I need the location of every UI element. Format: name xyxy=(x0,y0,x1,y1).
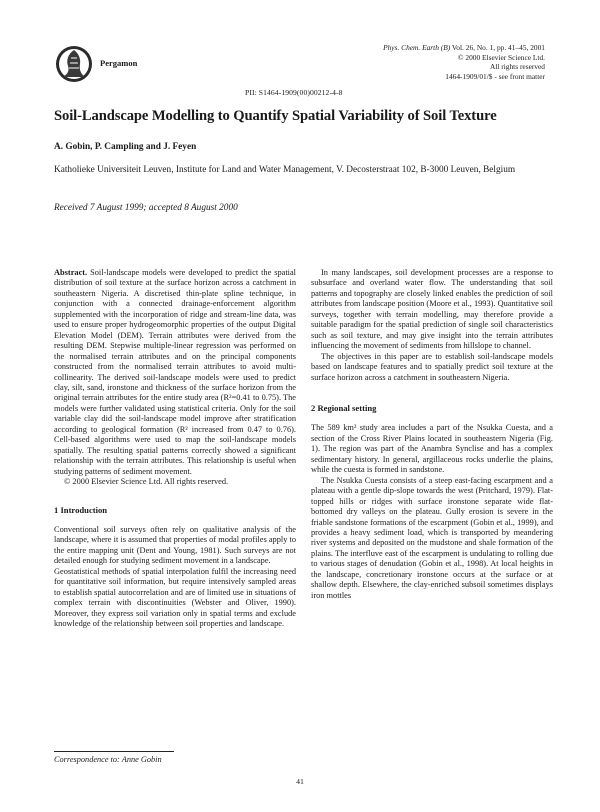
regional-paragraph-2: The Nsukka Cuesta consists of a steep east-facing escarpment and a plateau with a gentle dip-slope towards the west (Pritchard, 1979). Flat-topped hills or ridges with surface ironstone separate wide flat-bottomed dry valleys on the plateau. Gully erosion is severe in the friable sandstone formations of the escarpment (Gobin et al., 1999), and provides a heavy sediment load, which is transported by meandering river systems and deposited on the mudstone and shale formation of the plains. The interfluve east of the escarpment is undulating to rolling due to various stages of denudation (Gobin et al., 1998). At local heights in the landscape, concretionary ironstone occurs at the surface or at shallow depth. Elsewhere, the clay-enriched subsoil sometimes displays iron mottles xyxy=(311,475,553,600)
journal-info xyxy=(325,43,545,81)
intro-paragraph-3: In many landscapes, soil development processes are a response to subsurface and overland water flow. The understanding that soil patterns and topography are closely linked enables the prediction of soil attributes from landscape position (Moore et al., 1993). Quantitative soil surveys, together with terrain modelling, may therefore provide a suitable paradigm for the spatial prediction of single soil characteristics such as soil texture, and may give insight into the terrain attributes influencing the movement of sediments from hillslope to channel. xyxy=(311,268,553,351)
journal-copyright: © 2000 Elsevier Science Ltd. xyxy=(457,52,545,62)
journal-volume: Vol. 26, No. 1, pp. 41–45, 2001 xyxy=(451,43,545,52)
intro-heading: 1 Introduction xyxy=(54,504,108,515)
publisher-logo-icon xyxy=(54,44,94,84)
left-column xyxy=(54,268,296,630)
correspondence-footnote: Correspondence to: Anne Gobin xyxy=(54,755,162,764)
received-dates: Received 7 August 1999; accepted 8 August 2000 xyxy=(54,203,238,213)
journal-rights: All rights reserved xyxy=(489,62,545,72)
regional-paragraph-1: The 589 km² study area includes a part of the Nsukka Cuesta, and a section of the Cross River Plains located in southeastern Nigeria (Fig. 1). The region was part of the Anambra Synclise and has a complex sedimentary history. In general, argillaceous rocks underlie the plains, while the cuesta is formed in sandstone. xyxy=(311,423,553,475)
journal-issn: 1464-1909/01/$ - see front matter xyxy=(445,71,545,81)
abstract xyxy=(54,268,296,477)
abstract-text: Soil-landscape models were developed to predict the spatial distribution of soil texture at the surface horizon across a catchment in southeastern Nigeria. A discretised thin-plate spline technique, in conjunction with a connected drainage-enforcement algorithm supplemented with the incorporation of ridge and stream-line data, was used to ensure proper hydrogeomorphic properties of the output Digital Elevation Model (DEM). Terrain attributes were derived from the resulting DEM. Stepwise multiple-linear regression was performed on the normalised terrain attributes and on the principal components constructed from the normalised terrain attributes to avoid multi-collinearity. The derived soil-landscape models were used to predict clay, silt, sand, ironstone and thickness of the surface horizon from the original terrain attributes for the entire study area (R²=0.41 to 0.75). The models were further validated using statistical criteria. Only for the soil variable clay did the soil-landscape model improve after stratification according to geological formation (R² increased from 0.47 to 0.76). Cell-based algorithms were used to map the soil-landscape models spatially. The resulting spatial patterns correctly showed a significant relationship with the terrain attributes. This relationship is useful when studying patterns of sediment movement. xyxy=(54,268,296,476)
intro-paragraph-2: Geostatistical methods of spatial interpolation fulfil the increasing need for quantitative soil information, but require intensively sampled areas to establish spatial autocorrelation and are of limited use in situations of complex terrain with discontinuities (Webster and Oliver, 1990). Moreover, they express soil variation only in spatial terms and exclude knowledge of the relationship between soil properties and landscape. xyxy=(54,566,296,629)
intro-paragraph-4: The objectives in this paper are to establish soil-landscape models based on landscape features and to spatially predict soil texture at the surface horizon across a catchment in southeastern Nigeria. xyxy=(311,351,553,382)
pii-code: PII: S1464-1909(00)00212-4-8 xyxy=(245,88,343,97)
paper-title: Soil-Landscape Modelling to Quantify Spatial Variability of Soil Texture xyxy=(54,108,497,124)
affiliation: Katholieke Universiteit Leuven, Institute for Land and Water Management, V. Decosterstraat 102, B-3000 Leuven, Belgium xyxy=(54,165,516,175)
abstract-copyright: © 2000 Elsevier Science Ltd. All rights reserved. xyxy=(64,477,229,487)
regional-heading: 2 Regional setting xyxy=(311,402,377,413)
page-number: 41 xyxy=(296,777,304,786)
footnote-divider xyxy=(54,751,174,752)
abstract-label: Abstract. xyxy=(54,268,88,277)
right-column xyxy=(311,268,553,601)
authors: A. Gobin, P. Campling and J. Feyen xyxy=(54,142,197,152)
intro-paragraph-1: Conventional soil surveys often rely on qualitative analysis of the landscape, where it is assumed that properties of modal profiles apply to the entire mapping unit (Dent and Young, 1981). Such surveys are not detailed enough for studying sediment movement in a landscape. xyxy=(54,524,296,566)
journal-name: Phys. Chem. Earth (B) xyxy=(383,43,451,52)
publisher-name: Pergamon xyxy=(100,58,138,68)
